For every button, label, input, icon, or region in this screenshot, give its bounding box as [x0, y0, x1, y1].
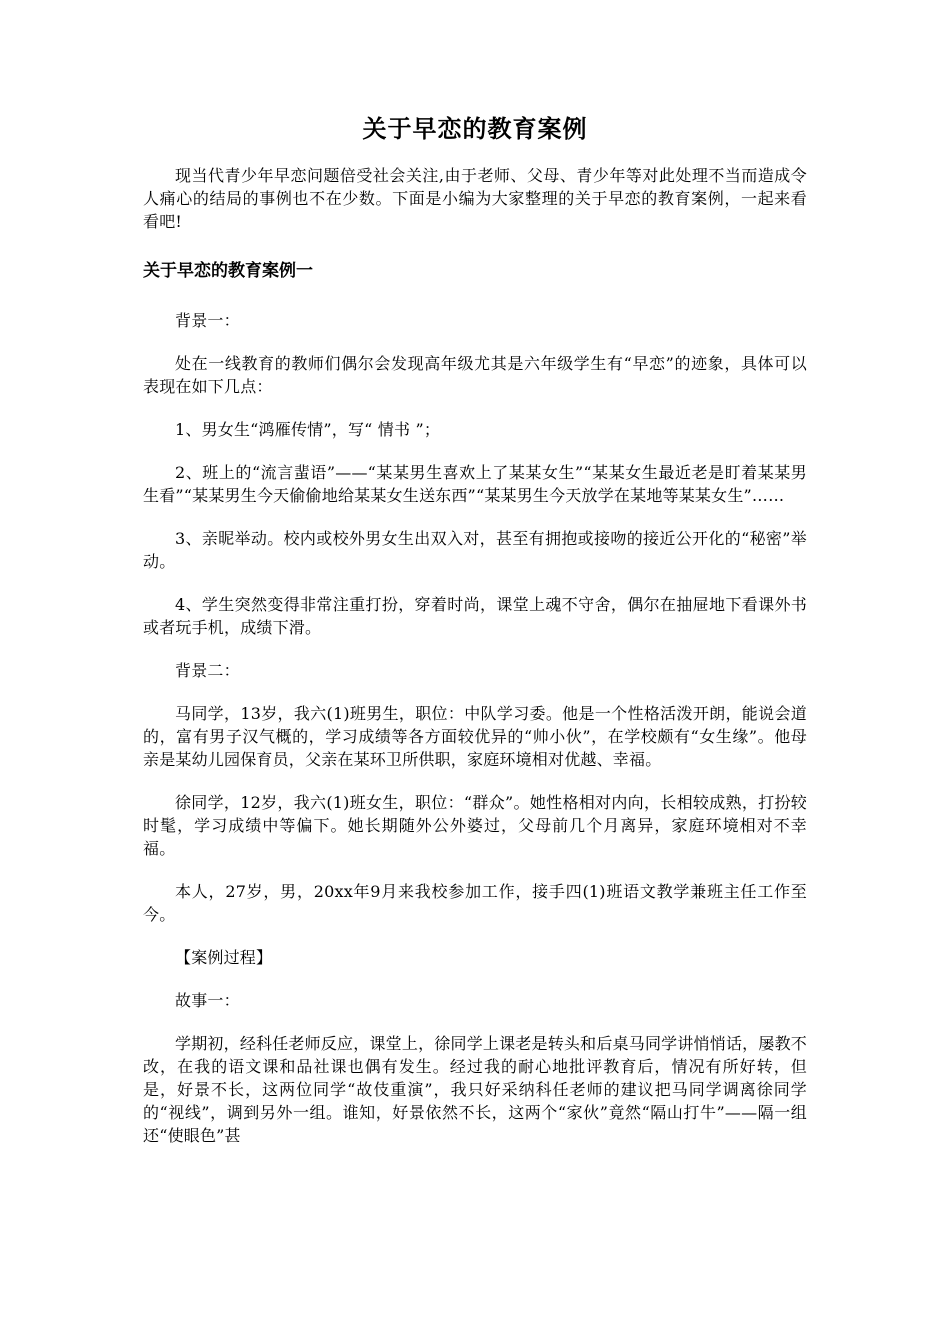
- document-page: [143, 112, 807, 1167]
- section-heading: 关于早恋的教育案例一: [143, 261, 313, 281]
- story-one-label: 故事一：: [175, 991, 240, 1010]
- list-item: 3、亲昵举动。校内或校外男女生出双入对，甚至有拥抱或接吻的接近公开化的“秘密”举动。: [143, 529, 807, 571]
- list-item: 1、男女生“鸿雁传情”，写“ 情书 ”；: [175, 420, 441, 439]
- body-paragraph: 马同学，13岁，我六(1)班男生，职位：中队学习委。他是一个性格活泼开朗，能说会道的，富有男子汉气概的，学习成绩等各方面较优异的“帅小伙”，在学校颇有“女生缘”。他母亲是某幼儿园保育员，父亲在某环卫所供职，家庭环境相对优越、幸福。: [143, 704, 807, 769]
- body-paragraph: 本人，27岁，男，20xx年9月来我校参加工作，接手四(1)班语文教学兼班主任工作至今。: [143, 882, 807, 924]
- document-title: 关于早恋的教育案例: [362, 115, 588, 143]
- case-process-label: 【案例过程】: [175, 948, 273, 967]
- body-paragraph: 处在一线教育的教师们偶尔会发现高年级尤其是六年级学生有“早恋”的迹象，具体可以表现在如下几点：: [143, 354, 807, 396]
- intro-paragraph: 现当代青少年早恋问题倍受社会关注,由于老师、父母、青少年等对此处理不当而造成令人痛心的结局的事例也不在少数。下面是小编为大家整理的关于早恋的教育案例，一起来看看吧!: [143, 166, 807, 231]
- list-item: 2、班上的“流言蜚语”——“某某男生喜欢上了某某女生”“某某女生最近老是盯着某某男生看”“某某男生今天偷偷地给某某女生送东西”“某某男生今天放学在某地等某某女生”……: [143, 463, 807, 505]
- list-item: 4、学生突然变得非常注重打扮，穿着时尚，课堂上魂不守舍，偶尔在抽屉地下看课外书或者玩手机，成绩下滑。: [143, 595, 807, 637]
- body-paragraph: 学期初，经科任老师反应，课堂上，徐同学上课老是转头和后桌马同学讲悄悄话，屡教不改，在我的语文课和品社课也偶有发生。经过我的耐心地批评教育后，情况有所好转，但是，好景不长，这两位同学“故伎重演”，我只好采纳科任老师的建议把马同学调离徐同学的“视线”，调到另外一组。谁知，好景依然不长，这两个“家伙”竟然“隔山打牛”——隔一组还“使眼色”甚: [143, 1034, 807, 1145]
- background-one-label: 背景一：: [175, 311, 240, 330]
- background-two-label: 背景二：: [175, 661, 240, 680]
- body-paragraph: 徐同学，12岁，我六(1)班女生，职位：“群众”。她性格相对内向，长相较成熟，打扮较时髦，学习成绩中等偏下。她长期随外公外婆过，父母前几个月离异，家庭环境相对不幸福。: [143, 793, 807, 858]
